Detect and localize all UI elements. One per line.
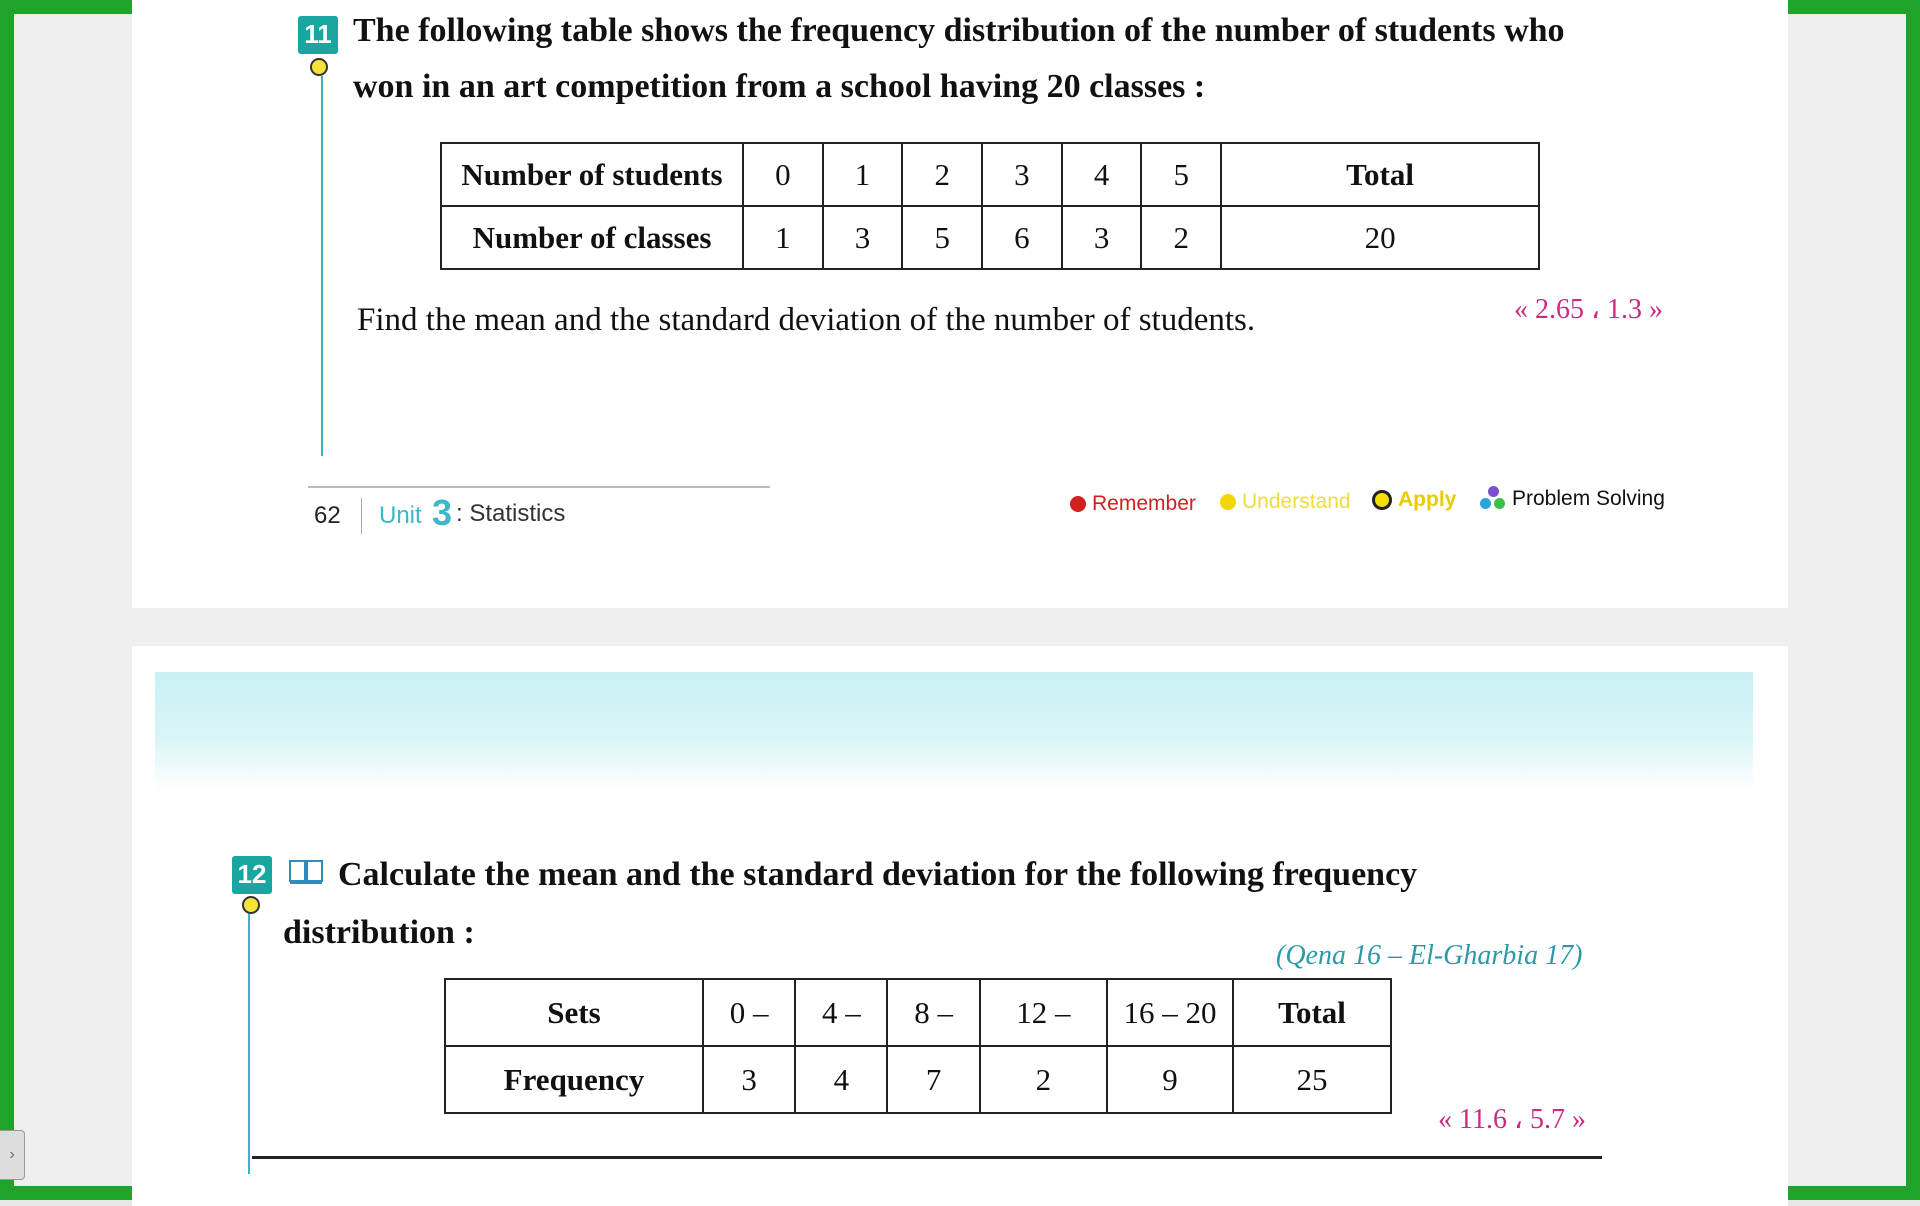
table-row <box>445 1046 1391 1113</box>
table-cell: 1 <box>823 143 903 206</box>
legend-label: Apply <box>1398 488 1457 511</box>
table-row <box>441 206 1539 269</box>
frequency-table-q12 <box>444 978 1392 1114</box>
question-text-line-2: won in an art competition from a school having 20 classes : <box>353 68 1206 105</box>
table-cell: 5 <box>902 206 982 269</box>
unit-number: 3 <box>432 492 453 533</box>
question-text-line-1: Calculate the mean and the standard deviation for the following frequency <box>338 856 1418 893</box>
legend-remember <box>1070 492 1196 516</box>
table-cell: Number of classes <box>441 206 743 269</box>
page-number: 62 <box>314 502 341 529</box>
table-row <box>441 143 1539 206</box>
yellow-ring-icon <box>1372 490 1392 510</box>
table-cell: 25 <box>1233 1046 1391 1113</box>
table-cell: 4 <box>1062 143 1142 206</box>
table-cell: 0 – <box>703 979 795 1046</box>
table-cell: Total <box>1233 979 1391 1046</box>
answer-key: « 2.65 ، 1.3 » <box>1514 294 1664 325</box>
question-margin-line <box>248 914 250 1174</box>
table-cell: 4 <box>795 1046 887 1113</box>
tri-dot-icon <box>1480 486 1506 512</box>
table-cell: 3 <box>1062 206 1142 269</box>
source-reference: (Qena 16 – El-Gharbia 17) <box>1276 940 1583 971</box>
legend-apply <box>1372 488 1456 512</box>
legend-label: Problem Solving <box>1512 487 1665 510</box>
legend-label: Remember <box>1092 492 1196 515</box>
table-cell: 7 <box>887 1046 979 1113</box>
table-cell: 2 <box>902 143 982 206</box>
level-marker-icon <box>310 58 328 76</box>
legend-understand <box>1220 490 1351 514</box>
table-cell: 1 <box>743 206 823 269</box>
unit-label: Unit <box>379 502 422 529</box>
table-cell: Total <box>1221 143 1539 206</box>
table-cell: 12 – <box>980 979 1107 1046</box>
red-dot-icon <box>1070 496 1086 512</box>
table-cell: 3 <box>703 1046 795 1113</box>
question-text-line-2: distribution : <box>283 914 475 951</box>
question-number-badge: 11 <box>298 16 338 54</box>
table-cell: 20 <box>1221 206 1539 269</box>
unit-topic: : Statistics <box>456 500 566 527</box>
table-cell: 3 <box>982 143 1062 206</box>
table-cell: 9 <box>1107 1046 1233 1113</box>
table-cell: 2 <box>980 1046 1107 1113</box>
frequency-table-q11 <box>440 142 1540 270</box>
table-cell: Number of students <box>441 143 743 206</box>
footer-divider <box>308 486 770 488</box>
yellow-dot-icon <box>1220 494 1236 510</box>
legend-label: Understand <box>1242 490 1351 513</box>
table-cell: 3 <box>823 206 903 269</box>
table-cell: Frequency <box>445 1046 703 1113</box>
sidebar-toggle-button[interactable]: › <box>0 1130 25 1180</box>
next-question-cutoff <box>252 1156 1602 1159</box>
footer-separator <box>361 498 362 534</box>
table-cell: 5 <box>1141 143 1221 206</box>
question-text-line-1: The following table shows the frequency distribution of the number of students who <box>353 12 1565 49</box>
table-cell: 4 – <box>795 979 887 1046</box>
table-cell: 2 <box>1141 206 1221 269</box>
answer-key: « 11.6 ، 5.7 » <box>1438 1104 1586 1135</box>
decorative-header-band <box>155 672 1753 792</box>
table-cell: 16 – 20 <box>1107 979 1233 1046</box>
level-marker-icon <box>242 896 260 914</box>
question-number-badge: 12 <box>232 856 272 894</box>
book-icon <box>288 858 324 886</box>
table-cell: 8 – <box>887 979 979 1046</box>
legend-problem-solving <box>1480 486 1665 512</box>
table-cell: 6 <box>982 206 1062 269</box>
question-prompt: Find the mean and the standard deviation of the number of students. <box>357 302 1256 338</box>
table-cell: 0 <box>743 143 823 206</box>
question-margin-line <box>321 76 323 456</box>
table-cell: Sets <box>445 979 703 1046</box>
table-row <box>445 979 1391 1046</box>
